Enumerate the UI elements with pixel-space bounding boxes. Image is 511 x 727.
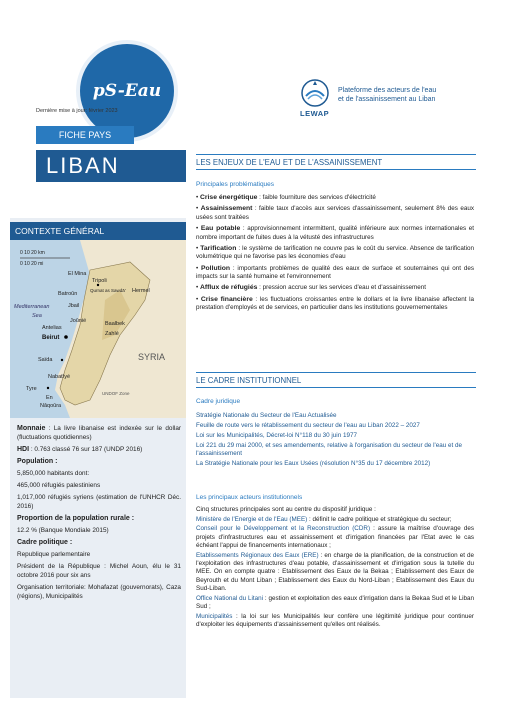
- cadre-heading-text: LE CADRE INSTITUTIONNEL: [196, 376, 302, 385]
- hdi-text: : 0.763 classé 76 sur 187 (UNDP 2016): [29, 446, 143, 453]
- acteurs-list: [196, 506, 474, 631]
- list-item: • Tarification : le système de tarification ne couvre pas le coût du service. Absence de tarification volumétrique qui ne favorise pas les économies d'eau: [196, 244, 474, 261]
- cadre-juridique-links: [196, 412, 474, 470]
- cadre-item: Republique parlementaire: [17, 551, 91, 558]
- fiche-pays-badge: FICHE PAYS: [36, 126, 134, 144]
- list-item: Ministère de l'Energie et de l'Eau (MEE) : définit le cadre politique et stratégique du secteur;: [196, 515, 452, 523]
- enjeux-list: [196, 194, 474, 315]
- list-item: • Eau potable : approvisionnement intermittent, qualité inférieure aux normes internationales et nombre important de fuites dues à la vétusté des infrastructures: [196, 224, 474, 241]
- ps-eau-logo-text: pS-Eau: [92, 81, 162, 101]
- lebanon-map-svg: [10, 240, 186, 418]
- list-item: Municipalités : la loi sur les Municipalités leur confère une légitimité juridique pour continuer d'exploiter les équipements d'assainissement qu'elles ont réalisés.: [196, 612, 474, 629]
- acteur-link[interactable]: Municipalités: [196, 612, 233, 620]
- scale-km: 0 10 20 km: [20, 250, 45, 256]
- hdi-label: HDI: [17, 446, 30, 453]
- lewap-tagline-2: et de l'assainissement au Liban: [338, 96, 436, 103]
- city-dot-tripoli: [97, 284, 99, 286]
- pop-item: 465,000 réfugiés palestiniens: [17, 482, 101, 489]
- rural-text: 12.2 % (Banque Mondiale 2015): [17, 527, 109, 534]
- city-dot-saida: [61, 359, 63, 361]
- acteur-link[interactable]: Office National du Litani: [196, 594, 264, 602]
- ps-eau-logo: [80, 44, 174, 138]
- lewap-tagline: [338, 86, 436, 104]
- city-dot-beirut: [64, 335, 68, 339]
- monnaie-label: Monnaie: [17, 425, 46, 432]
- cadre-politique-label: Cadre politique :: [17, 539, 73, 546]
- map-label-qurnat: Qurnat as Sawdā': [90, 288, 126, 293]
- acteurs-intro: Cinq structures principales sont au centre du dispositif juridique :: [196, 506, 376, 513]
- acteur-link[interactable]: Ministère de l'Energie et de l'Eau (MEE): [196, 515, 308, 523]
- acteur-link[interactable]: Conseil pour le Développement et la Reconstruction (CDR): [196, 525, 371, 533]
- map-label-tyre: Tyre: [26, 386, 37, 392]
- scale-mi: 0 10 20 mi: [20, 261, 44, 267]
- acteur-link[interactable]: Etablissements Régionaux des Eaux (ERE): [196, 551, 319, 559]
- monnaie-para: [17, 424, 181, 442]
- map-label-beirut: Beirut: [42, 335, 60, 341]
- map-label-syria: SYRIA: [138, 352, 166, 362]
- lewap-emblem-icon: [300, 78, 330, 108]
- lewap-tagline-1: Plateforme des acteurs de l'eau: [338, 87, 437, 94]
- population-label: Population :: [17, 458, 58, 465]
- acteurs-subtitle: Les principaux acteurs institutionnels: [196, 494, 303, 501]
- last-update: Dernière mise à jour: février 2023: [36, 108, 118, 114]
- list-item: • Pollution : importants problèmes de qualité des eaux de surface et souterraines qui ont des impacts sur la santé humaine et l'environnement: [196, 264, 474, 281]
- cadre-subtitle: Cadre juridique: [196, 398, 241, 405]
- lewap-logo: [300, 78, 480, 120]
- enjeux-subtitle: Principales problématiques: [196, 181, 275, 188]
- map-label-zahle: Zahlé: [105, 331, 119, 337]
- lebanon-map: [10, 240, 186, 418]
- map-label-hermel: Hermel: [132, 288, 150, 294]
- map-label-baalbek: Baalbek: [105, 321, 125, 327]
- hdi-para: [17, 445, 181, 454]
- map-label-mediterranean: Mediterranean: [14, 304, 50, 310]
- enjeux-heading-text: LES ENJEUX DE L'EAU ET DE L'ASSAINISSEMENT: [196, 158, 383, 167]
- map-label-jbail: Jbail: [68, 303, 80, 309]
- law-link[interactable]: Stratégie Nationale du Secteur de l'Eau Actualisée: [196, 412, 337, 419]
- pop-item: 1,017,000 réfugiés syriens (estimation de l'UNHCR Déc. 2016): [17, 494, 181, 510]
- law-link[interactable]: Loi 221 du 29 mai 2000, et ses amendements, relative à l'organisation du secteur de l'eau et de l'assainissement: [196, 441, 462, 458]
- pop-item: 5,850,000 habitants dont:: [17, 470, 90, 477]
- map-label-nabatiye: Nabatîyé: [48, 374, 71, 380]
- list-item: Office National du Litani : gestion et exploitation des eaux d'irrigation dans la Bekaa Sud et le Liban Sud ;: [196, 594, 474, 611]
- map-label-undof: UNDOF Zone: [102, 391, 130, 396]
- map-label-batroun: Batroûn: [58, 291, 78, 297]
- list-item: • Assainissement : faible taux d'accès aux services d'assainissement, seulement 8% des eaux usées sont traitées: [196, 205, 474, 221]
- monnaie-text: : La livre libanaise est indexée sur le dollar (fluctuations quotidiennes): [17, 425, 181, 441]
- map-label-jounie: Joûnié: [70, 318, 87, 324]
- rural-label: Proportion de la population rurale :: [17, 515, 135, 522]
- list-item: • Crise financière : les fluctuations croissantes entre le dollars et la livre libanaise affectent la prestation d'employés et de services, en particulier dans les institutions gouvernementales: [196, 295, 474, 312]
- map-label-el-mina: El Mina: [68, 271, 87, 277]
- enjeux-heading: [196, 154, 476, 170]
- law-link[interactable]: La Stratégie Nationale pour les Eaux Usées (résolution N°35 du 17 décembre 2012): [196, 460, 431, 468]
- lewap-name: LEWAP: [300, 109, 330, 118]
- cadre-item: Président de la République : Michel Aoun, élu le 31 octobre 2016 pour six ans: [17, 563, 181, 579]
- cadre-item: Organisation territoriale: Mohafazat (gouvernorats), Caza (régions), Municipalités: [17, 584, 181, 600]
- map-label-naqoura: Nâqoûra: [40, 403, 62, 409]
- list-item: Etablissements Régionaux des Eaux (ERE) : en charge de la planification, de la construction et de l'exploitation des infrastructures d'eau potable, d'assainissement et d'irrigation sous la tutelle du MEE. On en compte quatre : Etablissement des Eaux de la Bekaa ; Etablissement des Eaux de Beyrouth et du Mont Liban ; Etablissement des Eaux du Nord-Liban ; Etablissement des Eaux du Sud-Liban.: [196, 551, 474, 593]
- list-item: • Crise énergétique : faible fourniture des services d'électricité: [196, 194, 376, 201]
- cadre-heading: [196, 372, 476, 388]
- map-label-antelias: Antelias: [42, 325, 62, 331]
- list-item: Conseil pour le Développement et la Reconstruction (CDR) : assure la maîtrise d'ouvrage des projets d'infrastructures eau et assainissement et d'irrigation financées par l'Etat avec le cas échéant l'appui de financements internationaux ;: [196, 525, 474, 549]
- list-item: • Afflux de réfugiés : pression accrue sur les services d'eau et d'assainissement: [196, 284, 427, 292]
- map-label-en: En: [46, 395, 53, 401]
- city-dot-tyre: [47, 387, 49, 389]
- law-link[interactable]: Loi sur les Municipalités, Décret-loi N°118 du 30 juin 1977: [196, 431, 357, 439]
- map-label-saida: Saïda: [38, 357, 53, 363]
- map-label-sea: Sea: [32, 313, 42, 319]
- law-link[interactable]: Feuille de route vers le rétablissement du secteur de l'eau au Liban 2022 – 2027: [196, 421, 420, 429]
- contexte-list: [17, 424, 181, 604]
- country-title: LIBAN: [36, 150, 186, 182]
- map-label-tripoli: Tripoli: [92, 278, 107, 284]
- contexte-heading: CONTEXTE GÉNÉRAL: [10, 222, 186, 240]
